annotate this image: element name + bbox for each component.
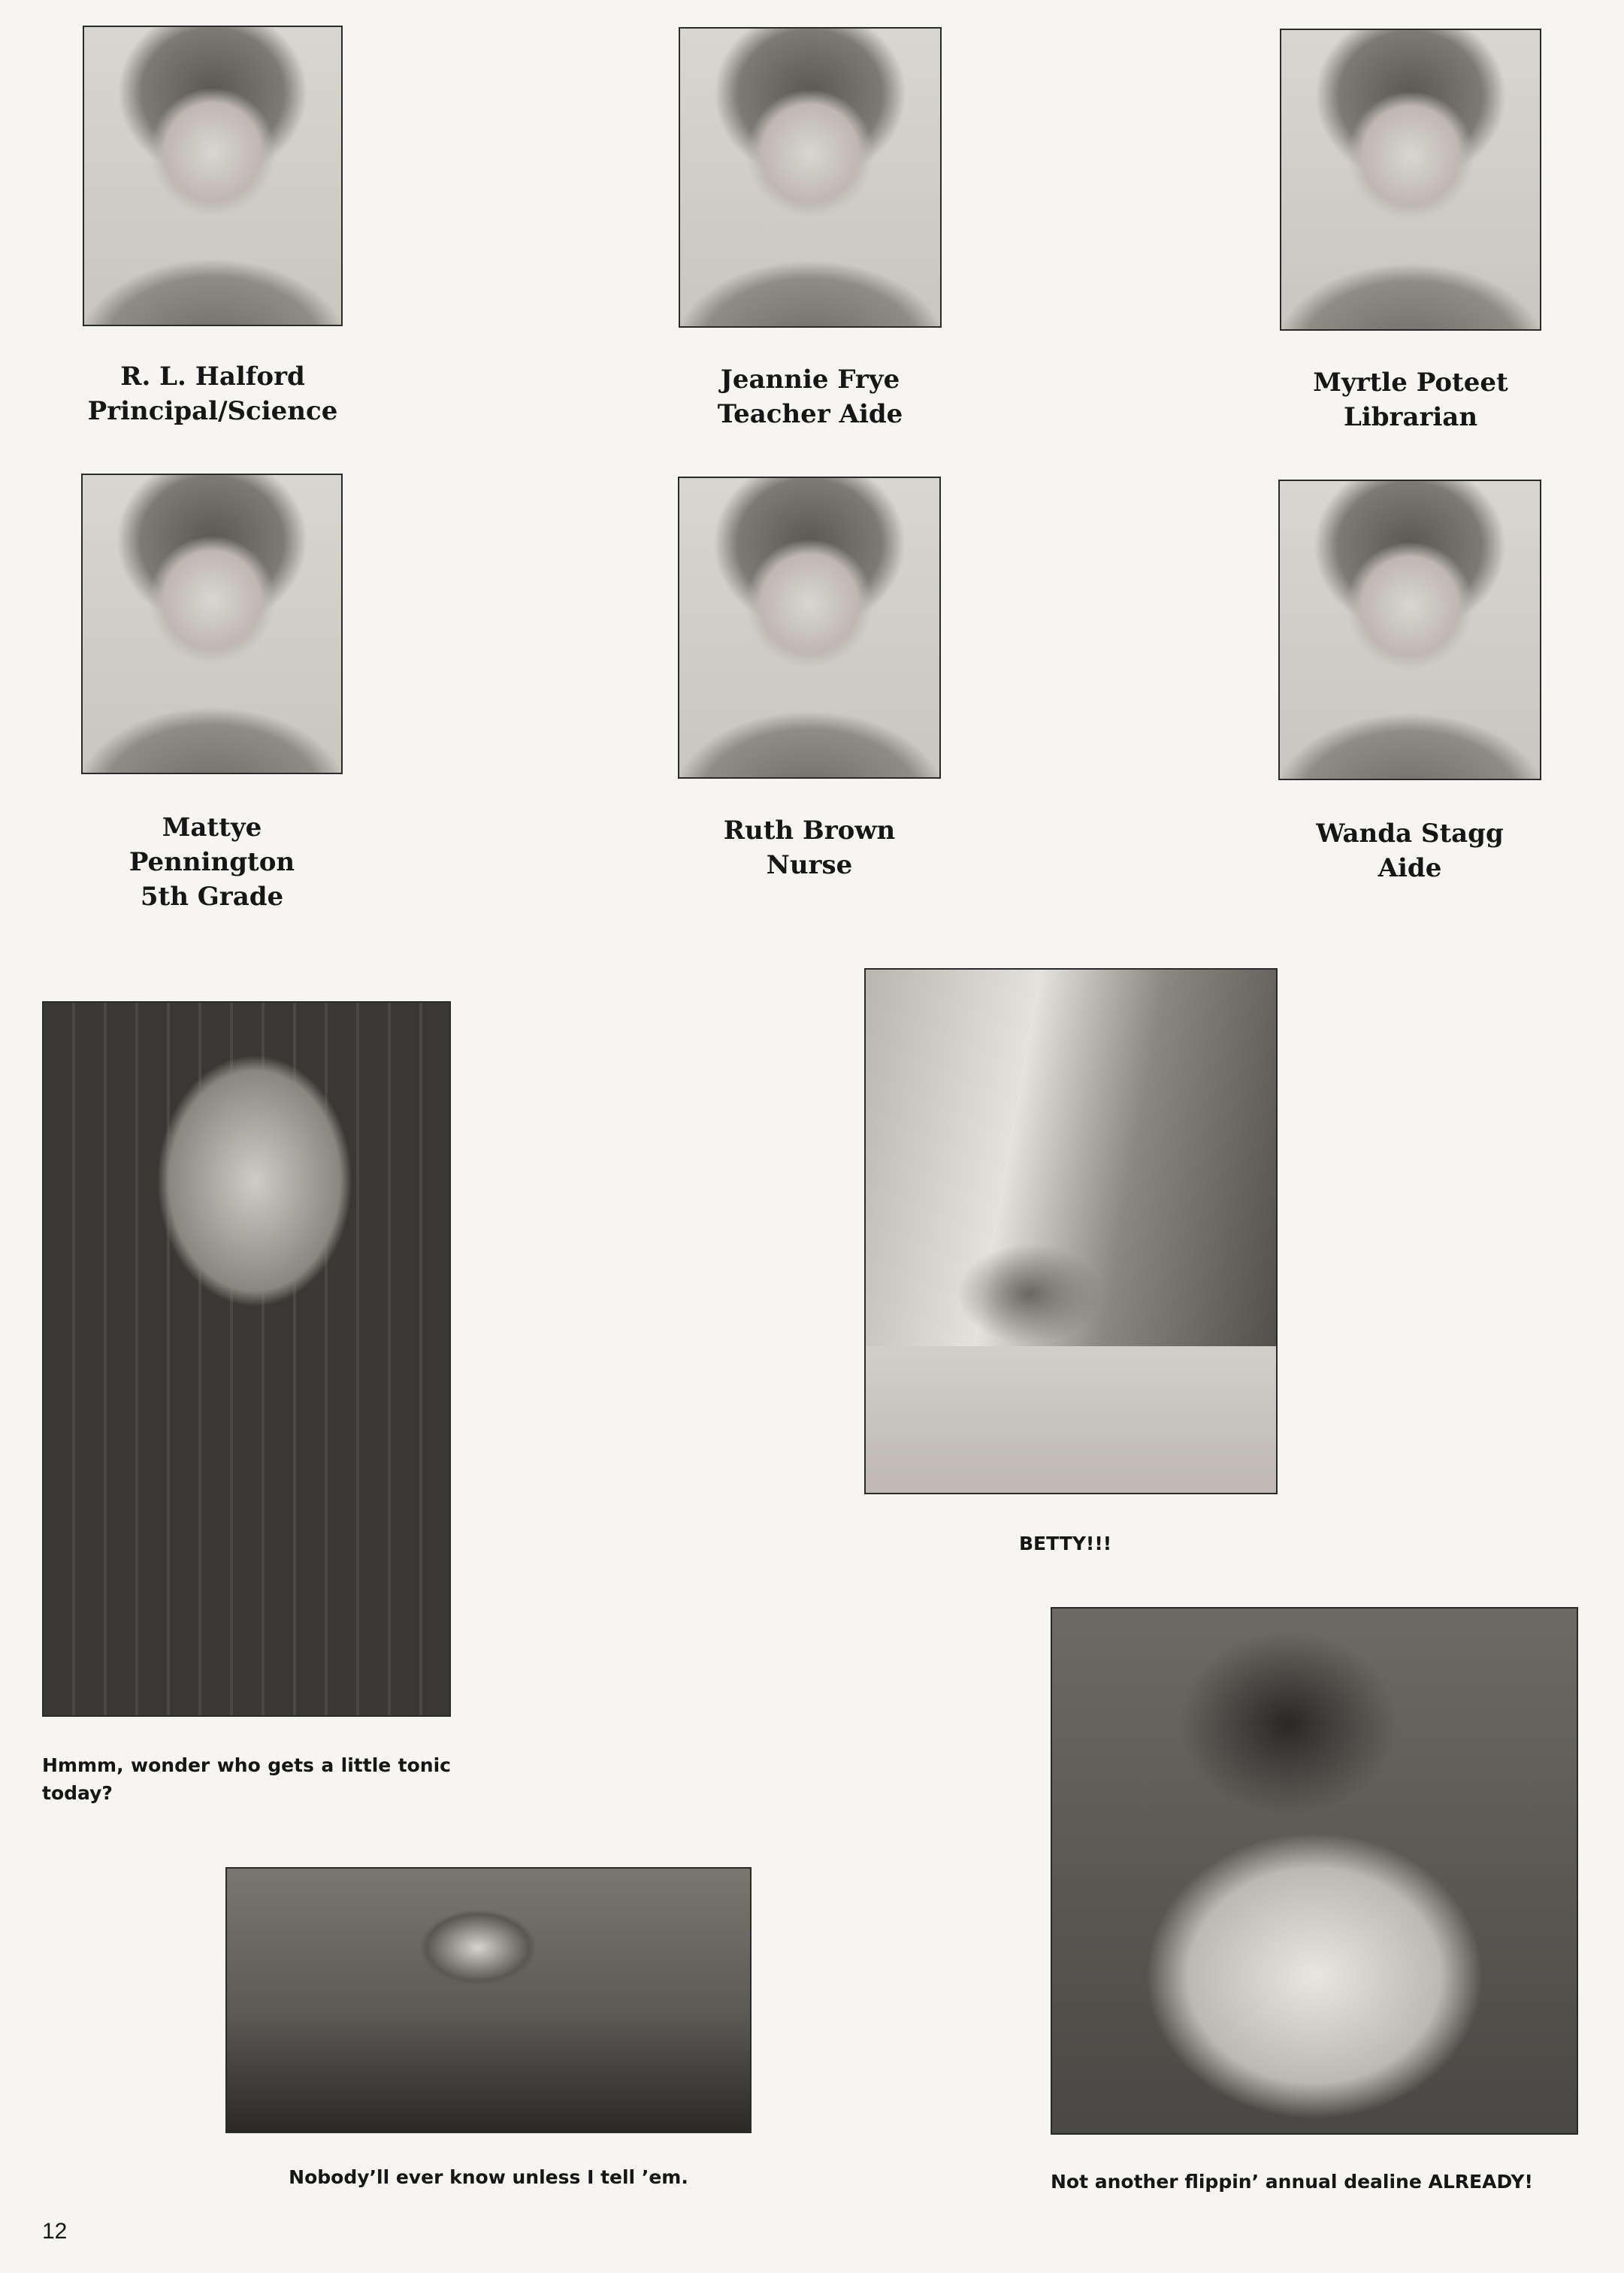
portrait-frye [679, 27, 942, 328]
caption-frye [660, 362, 960, 431]
caption-stagg [1260, 816, 1560, 885]
staff-role: Nurse [766, 850, 853, 880]
caption-betty: BETTY!!! [1019, 1533, 1112, 1554]
portrait-stagg [1278, 480, 1541, 780]
page-number: 12 [42, 2219, 68, 2244]
staff-name: Myrtle Poteet [1313, 368, 1508, 398]
caption-pennington [60, 810, 364, 914]
portrait-pennington [81, 474, 343, 774]
staff-role: 5th Grade [140, 882, 284, 912]
caption-poteet [1260, 365, 1561, 434]
caption-brown [659, 813, 960, 882]
staff-name: R. L. Halford [120, 362, 305, 392]
staff-name: Wanda Stagg [1316, 819, 1504, 849]
candid-photo-deadline [1051, 1607, 1578, 2135]
portrait-poteet [1280, 29, 1541, 331]
candid-photo-nobody [225, 1867, 752, 2133]
caption-nobody: Nobody’ll ever know unless I tell ’em. [289, 2166, 688, 2188]
staff-name-line2: Pennington [129, 847, 295, 877]
staff-role: Principal/Science [87, 396, 338, 426]
caption-deadline: Not another flippin’ annual dealine ALREADY! [1051, 2171, 1533, 2193]
caption-halford [60, 359, 365, 428]
staff-name: Jeannie Frye [720, 365, 900, 395]
staff-role: Aide [1378, 853, 1442, 883]
staff-role: Librarian [1343, 402, 1478, 432]
caption-tonic: Hmmm, wonder who gets a little tonic today? [42, 1754, 451, 1804]
staff-role: Teacher Aide [717, 399, 903, 429]
candid-photo-betty [864, 968, 1278, 1494]
candid-photo-tonic [42, 1001, 451, 1717]
portrait-halford [83, 26, 343, 326]
staff-name-line1: Mattye [162, 813, 262, 843]
portrait-brown [678, 477, 941, 779]
staff-name: Ruth Brown [723, 816, 896, 846]
